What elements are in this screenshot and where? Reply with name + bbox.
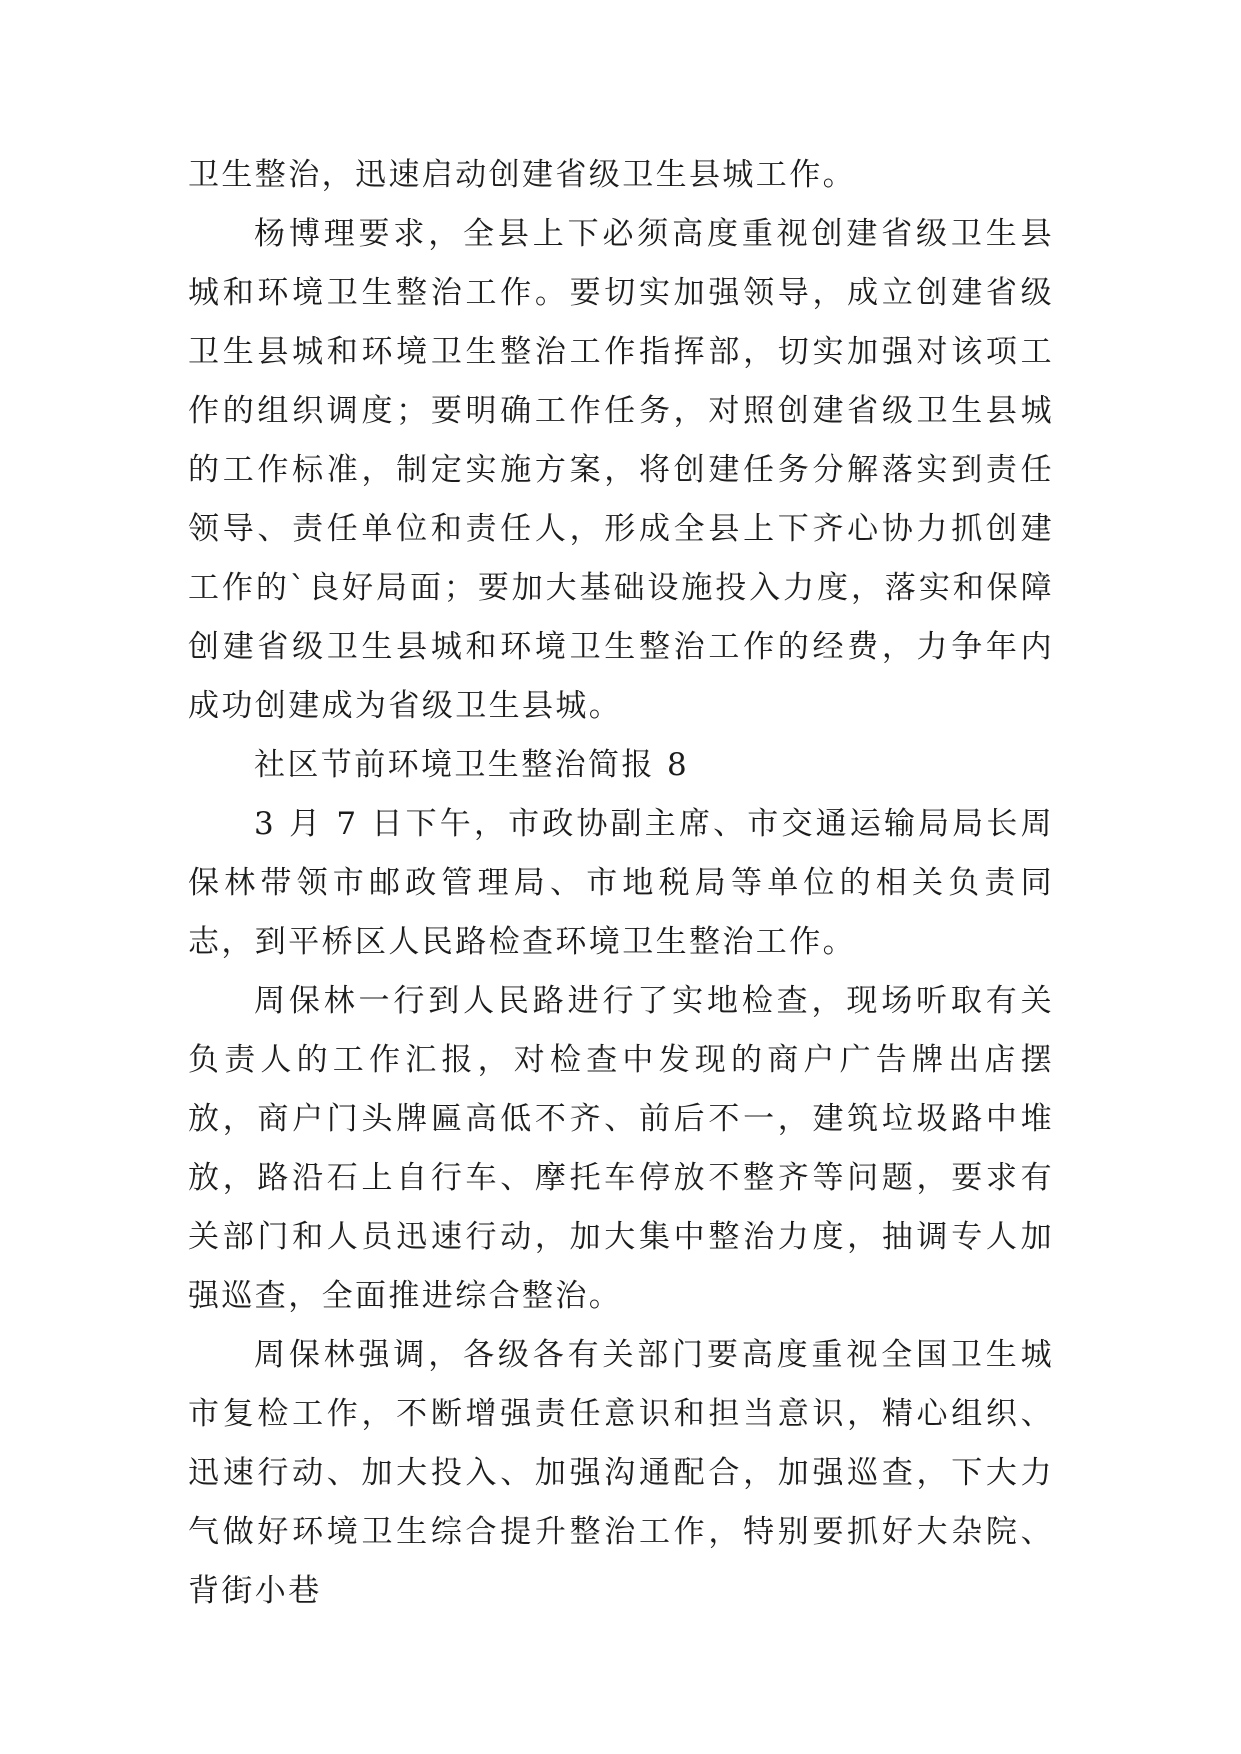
- paragraph: 3 月 7 日下午，市政协副主席、市交通运输局局长周保林带领市邮政管理局、市地税局等单位的相关负责同志，到平桥区人民路检查环境卫生整治工作。: [188, 806, 1054, 960]
- section-heading: 社区节前环境卫生整治简报 8: [254, 747, 690, 783]
- paragraph: 周保林强调，各级各有关部门要高度重视全国卫生城市复检工作，不断增强责任意识和担当意识，精心组织、迅速行动、加大投入、加强沟通配合，加强巡查，下大力气做好环境卫生综合提升整治工作，特别要抓好大杂院、背街小巷: [188, 1337, 1054, 1609]
- paragraph: 周保林一行到人民路进行了实地检查，现场听取有关负责人的工作汇报，对检查中发现的商户广告牌出店摆放，商户门头牌匾高低不齐、前后不一，建筑垃圾路中堆放，路沿石上自行车、摩托车停放不整齐等问题，要求有关部门和人员迅速行动，加大集中整治力度，抽调专人加强巡查，全面推进综合整治。: [188, 983, 1054, 1314]
- paragraph: 杨博理要求，全县上下必须高度重视创建省级卫生县城和环境卫生整治工作。要切实加强领导，成立创建省级卫生县城和环境卫生整治工作指挥部，切实加强对该项工作的组织调度；要明确工作任务，对照创建省级卫生县城的工作标准，制定实施方案，将创建任务分解落实到责任领导、责任单位和责任人，形成全县上下齐心协力抓创建工作的`良好局面；要加大基础设施投入力度，落实和保障创建省级卫生县城和环境卫生整治工作的经费，力争年内成功创建成为省级卫生县城。: [188, 216, 1054, 724]
- document-body: [188, 146, 1054, 1621]
- paragraph-continuation: 卫生整治，迅速启动创建省级卫生县城工作。: [188, 157, 856, 193]
